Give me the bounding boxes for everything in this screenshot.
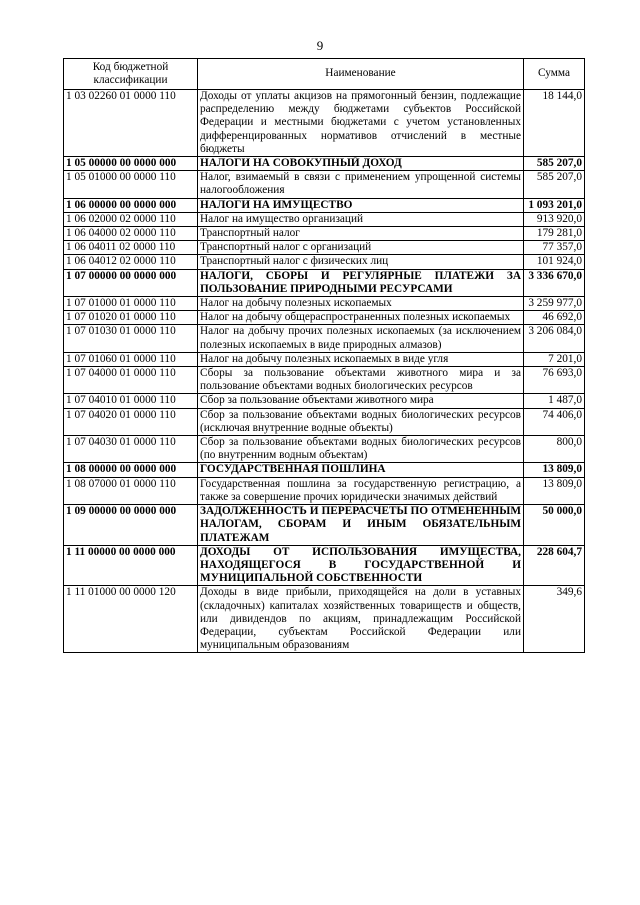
page-number: 9: [316, 38, 324, 53]
code-cell: 1 07 01000 01 0000 110: [64, 297, 198, 311]
name-cell: Транспортный налог с организаций: [198, 241, 524, 255]
sum-cell: 18 144,0: [524, 90, 585, 157]
sum-cell: 179 281,0: [524, 227, 585, 241]
code-cell: 1 05 01000 00 0000 110: [64, 171, 198, 198]
table-body: [64, 90, 585, 653]
header-sum: Сумма: [524, 59, 585, 90]
code-cell: 1 03 02260 01 0000 110: [64, 90, 198, 157]
table-row: [64, 311, 585, 325]
sum-cell: 913 920,0: [524, 212, 585, 226]
sum-cell: 585 207,0: [524, 171, 585, 198]
code-cell: 1 07 01030 01 0000 110: [64, 325, 198, 352]
name-cell: Транспортный налог с физических лиц: [198, 255, 524, 269]
sum-cell: 228 604,7: [524, 545, 585, 586]
sum-cell: 3 259 977,0: [524, 297, 585, 311]
table-row: [64, 408, 585, 435]
name-cell: Налог на добычу полезных ископаемых в виде угля: [198, 352, 524, 366]
table-row: [64, 90, 585, 157]
name-cell: Налог на добычу общераспространенных полезных ископаемых: [198, 311, 524, 325]
table-row: [64, 227, 585, 241]
code-cell: 1 05 00000 00 0000 000: [64, 157, 198, 171]
name-cell: НАЛОГИ НА СОВОКУПНЫЙ ДОХОД: [198, 157, 524, 171]
table-row: [64, 255, 585, 269]
table-row: [64, 545, 585, 586]
code-cell: 1 06 04000 02 0000 110: [64, 227, 198, 241]
table-row: [64, 394, 585, 408]
name-cell: Государственная пошлина за государственную регистрацию, а также за совершение прочих юридически значимых действий: [198, 477, 524, 504]
table-row: [64, 325, 585, 352]
name-cell: ЗАДОЛЖЕННОСТЬ И ПЕРЕРАСЧЕТЫ ПО ОТМЕНЕННЫМ НАЛОГАМ, СБОРАМ И ИНЫМ ОБЯЗАТЕЛЬНЫМ ПЛАТЕЖАМ: [198, 505, 524, 546]
table-row: [64, 505, 585, 546]
sum-cell: 1 487,0: [524, 394, 585, 408]
budget-revenue-table: [63, 58, 585, 653]
sum-cell: 46 692,0: [524, 311, 585, 325]
sum-cell: 1 093 201,0: [524, 198, 585, 212]
sum-cell: 3 206 084,0: [524, 325, 585, 352]
table-row: [64, 436, 585, 463]
name-cell: ГОСУДАРСТВЕННАЯ ПОШЛИНА: [198, 463, 524, 477]
name-cell: НАЛОГИ, СБОРЫ И РЕГУЛЯРНЫЕ ПЛАТЕЖИ ЗА ПОЛЬЗОВАНИЕ ПРИРОДНЫМИ РЕСУРСАМИ: [198, 269, 524, 296]
code-cell: 1 06 02000 02 0000 110: [64, 212, 198, 226]
code-cell: 1 07 01020 01 0000 110: [64, 311, 198, 325]
code-cell: 1 07 04030 01 0000 110: [64, 436, 198, 463]
name-cell: Налог, взимаемый в связи с применением упрощенной системы налогообложения: [198, 171, 524, 198]
table-row: [64, 198, 585, 212]
code-cell: 1 07 04010 01 0000 110: [64, 394, 198, 408]
table-row: [64, 477, 585, 504]
sum-cell: 76 693,0: [524, 367, 585, 394]
sum-cell: 800,0: [524, 436, 585, 463]
code-cell: 1 11 00000 00 0000 000: [64, 545, 198, 586]
code-cell: 1 08 00000 00 0000 000: [64, 463, 198, 477]
code-cell: 1 06 00000 00 0000 000: [64, 198, 198, 212]
sum-cell: 349,6: [524, 586, 585, 653]
name-cell: Доходы от уплаты акцизов на прямогонный бензин, подлежащие распределению между бюджетами субъектов Российской Федерации и местными бюджетами с учетом установленных дифференцированных нормативов отчислений в местные бюджеты: [198, 90, 524, 157]
sum-cell: 101 924,0: [524, 255, 585, 269]
sum-cell: 13 809,0: [524, 477, 585, 504]
table-header-row: [64, 59, 585, 90]
name-cell: ДОХОДЫ ОТ ИСПОЛЬЗОВАНИЯ ИМУЩЕСТВА, НАХОДЯЩЕГОСЯ В ГОСУДАРСТВЕННОЙ И МУНИЦИПАЛЬНОЙ СОБСТВЕННОСТИ: [198, 545, 524, 586]
name-cell: НАЛОГИ НА ИМУЩЕСТВО: [198, 198, 524, 212]
code-cell: 1 06 04012 02 0000 110: [64, 255, 198, 269]
table-row: [64, 463, 585, 477]
table-row: [64, 212, 585, 226]
name-cell: Налог на добычу прочих полезных ископаемых (за исключением полезных ископаемых в виде природных алмазов): [198, 325, 524, 352]
name-cell: Сбор за пользование объектами животного мира: [198, 394, 524, 408]
name-cell: Сборы за пользование объектами животного мира и за пользование объектами водных биологических ресурсов: [198, 367, 524, 394]
code-cell: 1 11 01000 00 0000 120: [64, 586, 198, 653]
table-row: [64, 367, 585, 394]
name-cell: Сбор за пользование объектами водных биологических ресурсов (по внутренним водным объектам): [198, 436, 524, 463]
name-cell: Налог на добычу полезных ископаемых: [198, 297, 524, 311]
sum-cell: 7 201,0: [524, 352, 585, 366]
sum-cell: 50 000,0: [524, 505, 585, 546]
code-cell: 1 06 04011 02 0000 110: [64, 241, 198, 255]
table-row: [64, 352, 585, 366]
sum-cell: 74 406,0: [524, 408, 585, 435]
sum-cell: 585 207,0: [524, 157, 585, 171]
table-row: [64, 241, 585, 255]
code-cell: 1 07 01060 01 0000 110: [64, 352, 198, 366]
table-row: [64, 157, 585, 171]
header-code: Код бюджетной классификации: [64, 59, 198, 90]
name-cell: Налог на имущество организаций: [198, 212, 524, 226]
sum-cell: 13 809,0: [524, 463, 585, 477]
sum-cell: 77 357,0: [524, 241, 585, 255]
code-cell: 1 09 00000 00 0000 000: [64, 505, 198, 546]
code-cell: 1 08 07000 01 0000 110: [64, 477, 198, 504]
name-cell: Транспортный налог: [198, 227, 524, 241]
table-row: [64, 171, 585, 198]
code-cell: 1 07 00000 00 0000 000: [64, 269, 198, 296]
table-row: [64, 586, 585, 653]
header-name: Наименование: [198, 59, 524, 90]
table-row: [64, 269, 585, 296]
sum-cell: 3 336 670,0: [524, 269, 585, 296]
code-cell: 1 07 04000 01 0000 110: [64, 367, 198, 394]
name-cell: Доходы в виде прибыли, приходящейся на доли в уставных (складочных) капиталах хозяйственных товариществ и обществ, или дивидендов по акциям, принадлежащим Российской Федерации, субъектам Российской Федерации или муниципальным образованиям: [198, 586, 524, 653]
name-cell: Сбор за пользование объектами водных биологических ресурсов (исключая внутренние водные объекты): [198, 408, 524, 435]
table-row: [64, 297, 585, 311]
code-cell: 1 07 04020 01 0000 110: [64, 408, 198, 435]
